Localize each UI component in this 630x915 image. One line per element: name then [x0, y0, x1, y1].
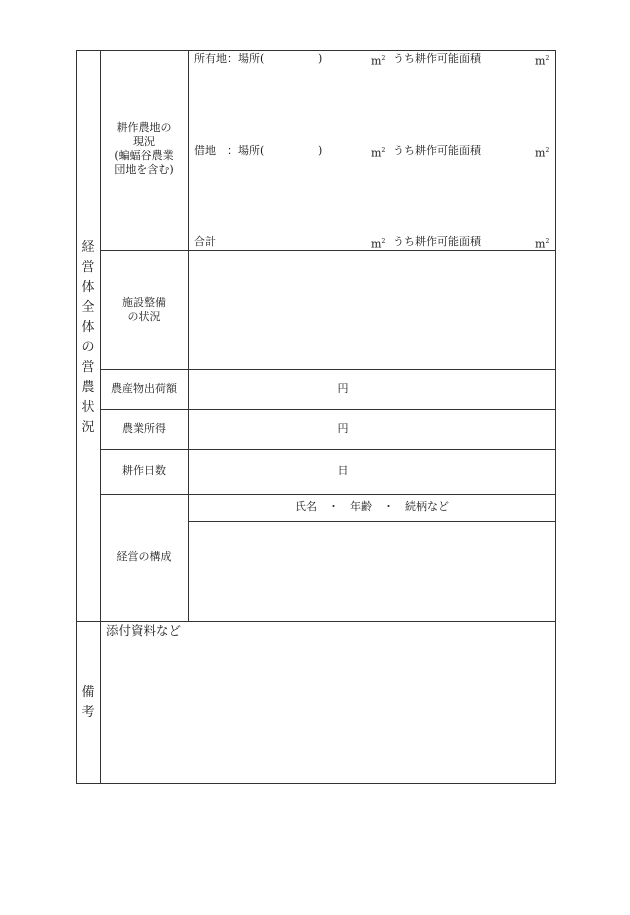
composition-label: 経営の構成: [116, 550, 172, 563]
attachments-text: 添付資料など: [106, 623, 182, 638]
income-unit: 円: [337, 422, 349, 435]
farmland-label: 耕作農地の 現況 (蝙蝠谷農業 団地を含む): [114, 121, 174, 176]
total-prefix: 合計: [194, 235, 216, 248]
leased-cultivable: うち耕作可能面積: [393, 144, 481, 157]
leased-close: ): [318, 144, 323, 157]
income-label: 農業所得: [122, 422, 166, 435]
divider: [100, 409, 556, 410]
owned-cultivable: うち耕作可能面積: [393, 52, 481, 65]
days-label: 耕作日数: [122, 464, 166, 477]
divider: [100, 250, 556, 251]
divider: [188, 521, 556, 522]
owned-unit2: $m^2$: [535, 54, 550, 68]
total-unit: $m^2$: [371, 237, 386, 251]
composition-header: 氏名 ・ 年齢 ・ 続柄など: [295, 500, 449, 513]
owned-prefix: 所有地：場所(: [194, 52, 265, 65]
remarks-label: 備 考: [81, 685, 95, 720]
section-label: 経 営 体 全 体 の 営 農 状 況: [81, 240, 95, 435]
owned-close: ): [318, 52, 323, 65]
total-cultivable: うち耕作可能面積: [393, 235, 481, 248]
shipment-label: 農産物出荷額: [111, 382, 177, 395]
divider: [188, 50, 189, 621]
facilities-label: 施設整備 の状況: [122, 296, 166, 323]
divider: [76, 621, 556, 622]
divider: [100, 369, 556, 370]
owned-unit: $m^2$: [371, 54, 386, 68]
divider: [100, 449, 556, 450]
days-unit: 日: [337, 464, 349, 477]
leased-unit: $m^2$: [371, 146, 386, 160]
total-unit2: $m^2$: [535, 237, 550, 251]
divider: [100, 494, 556, 495]
leased-prefix: 借地 ：場所(: [194, 144, 265, 157]
shipment-unit: 円: [337, 382, 349, 395]
leased-unit2: $m^2$: [535, 146, 550, 160]
